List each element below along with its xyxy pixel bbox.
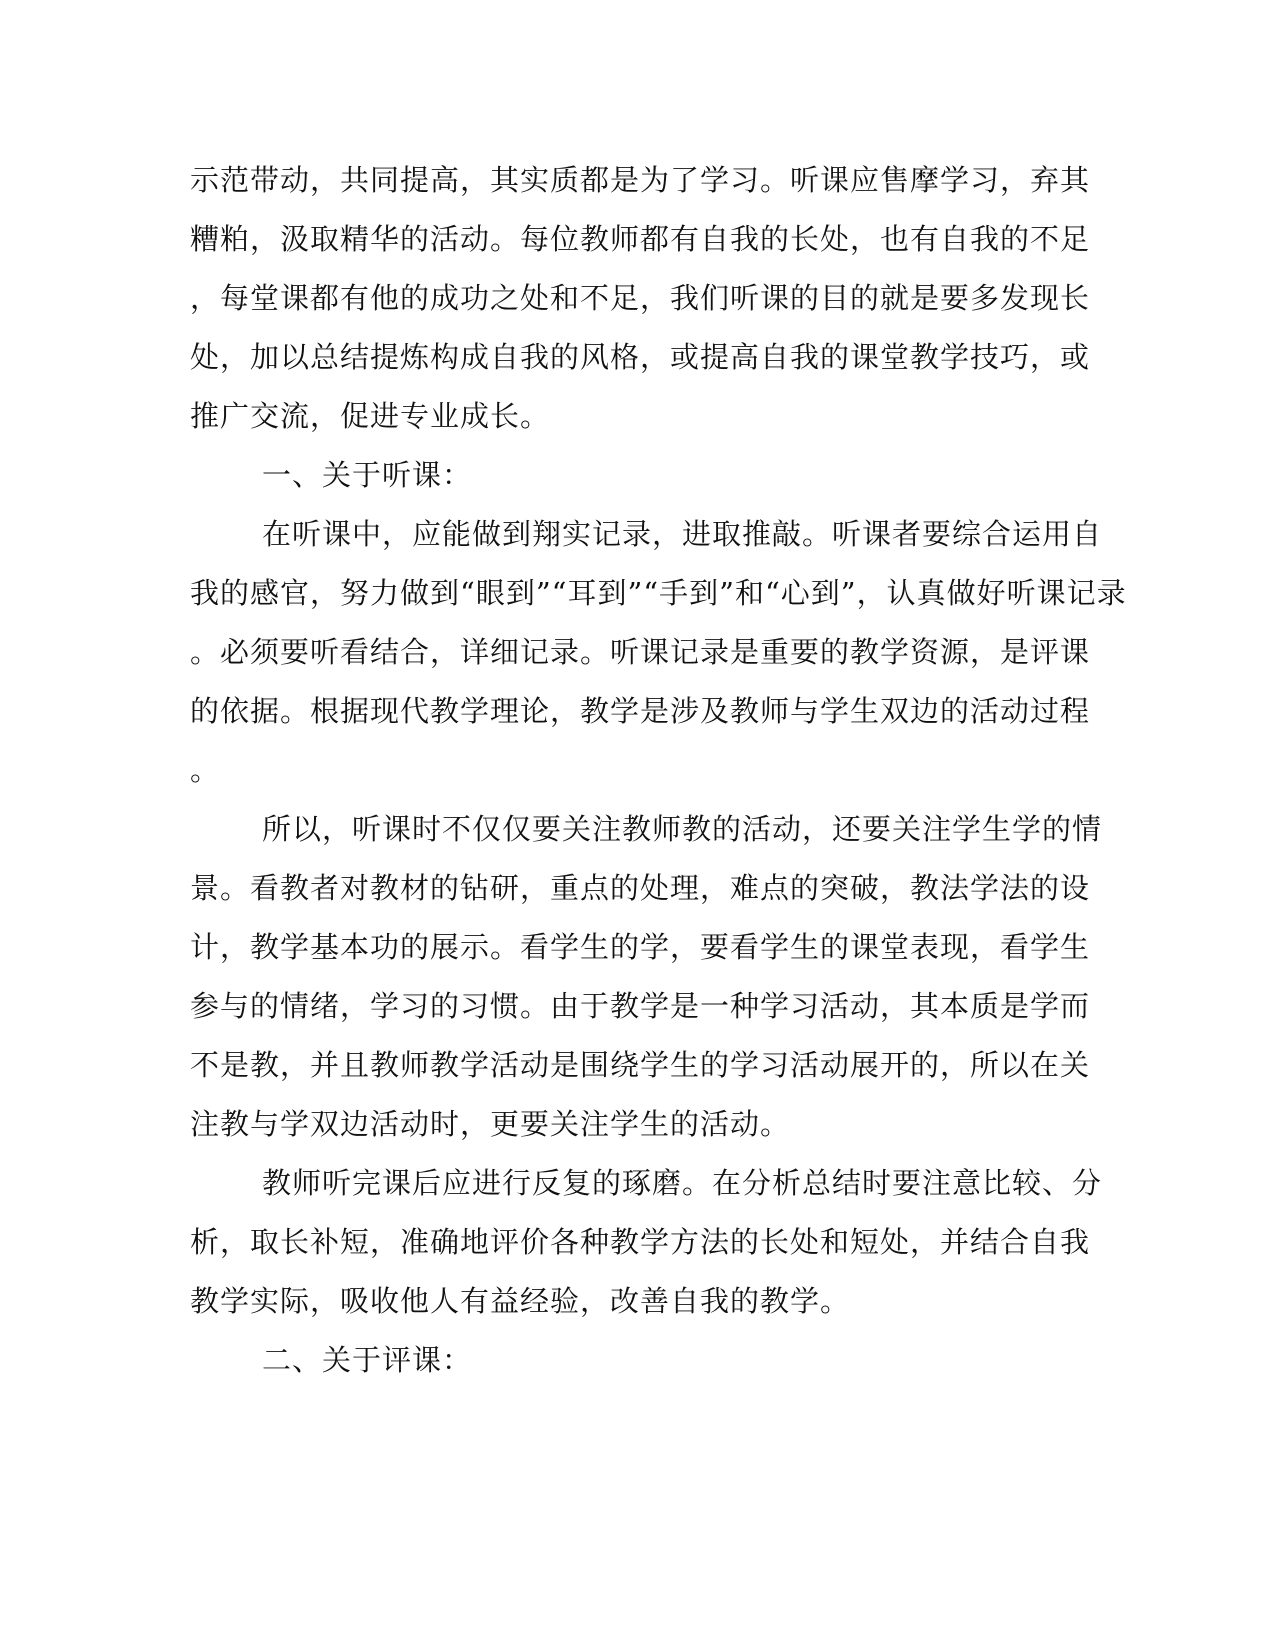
body-text-line: 教学实际，吸收他人有益经验，改善自我的教学。 [190,1284,851,1318]
body-text-line: 注教与学双边活动时，更要关注学生的活动。 [190,1107,791,1141]
body-text-line: 。 [190,753,221,787]
body-text-line: 。必须要听看结合，详细记录。听课记录是重要的教学资源，是评课 [190,635,1091,669]
body-text-line: 教师听完课后应进行反复的琢磨。在分析总结时要注意比较、分 [262,1166,1103,1200]
body-text-line: 不是教，并且教师教学活动是围绕学生的学习活动展开的，所以在关 [190,1048,1091,1082]
body-text-line: 处，加以总结提炼构成自我的风格，或提高自我的课堂教学技巧，或 [190,340,1091,374]
body-text-line: 所以，听课时不仅仅要关注教师教的活动，还要关注学生学的情 [262,812,1103,846]
body-text-line: 在听课中，应能做到翔实记录，进取推敲。听课者要综合运用自 [262,517,1103,551]
body-text-line: 的依据。根据现代教学理论，教学是涉及教师与学生双边的活动过程 [190,694,1091,728]
body-text-line: 景。看教者对教材的钻研，重点的处理，难点的突破，教法学法的设 [190,871,1091,905]
body-text-line: 示范带动，共同提高，其实质都是为了学习。听课应售摩学习，弃其 [190,163,1091,197]
section-heading-listening: 一、关于听课： [262,458,473,492]
body-text-line: ，每堂课都有他的成功之处和不足，我们听课的目的就是要多发现长 [190,281,1091,315]
body-text-line: 析，取长补短，准确地评价各种教学方法的长处和短处，并结合自我 [190,1225,1091,1259]
body-text-line: 计，教学基本功的展示。看学生的学，要看学生的课堂表现，看学生 [190,930,1091,964]
section-heading-evaluation: 二、关于评课： [262,1343,473,1377]
body-text-line: 推广交流，促进专业成长。 [190,399,551,433]
body-text-line: 参与的情绪，学习的习惯。由于教学是一种学习活动，其本质是学而 [190,989,1091,1023]
body-text-line: 我的感官，努力做到“眼到”“耳到”“手到”和“心到”，认真做好听课记录 [190,576,1127,610]
body-text-line: 糟粕，汲取精华的活动。每位教师都有自我的长处，也有自我的不足 [190,222,1091,256]
